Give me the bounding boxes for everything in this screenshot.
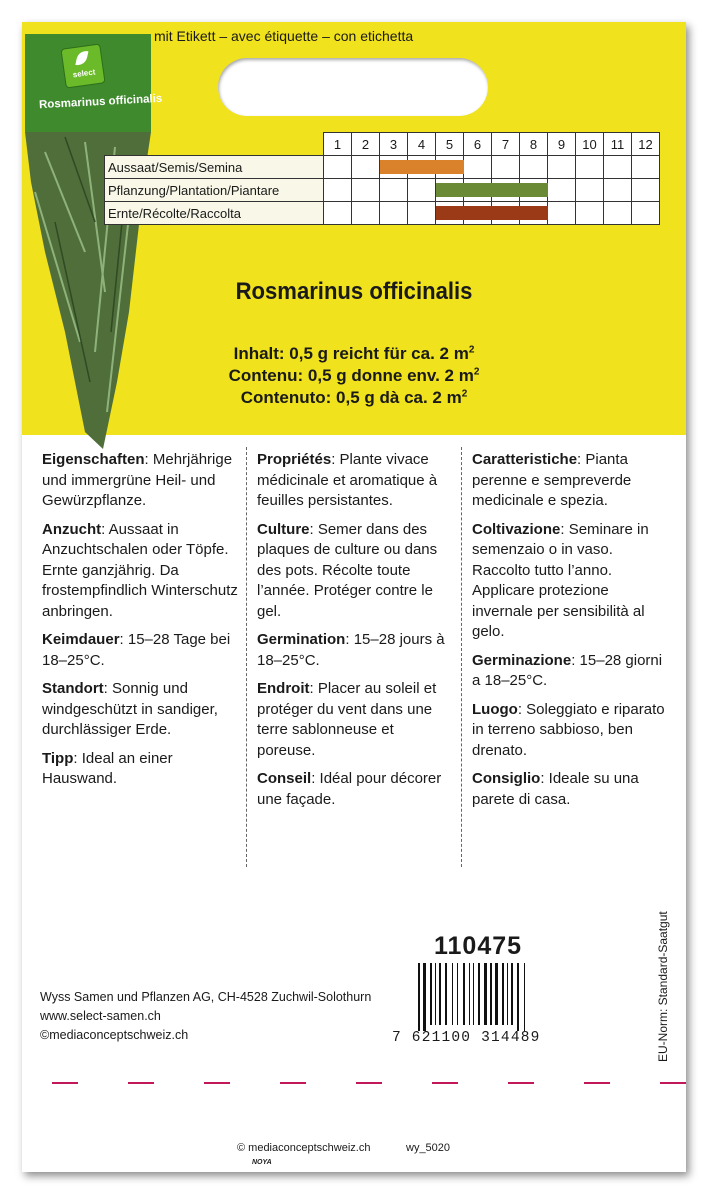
address-line: www.select-samen.ch <box>40 1009 161 1023</box>
perforation-line <box>22 1082 686 1084</box>
section: Standort: Sonnig und windgeschützt in sandiger, durchlässiger Erde. <box>42 680 218 738</box>
content-de: Inhalt: 0,5 g reicht für ca. 2 $m^2$ <box>233 344 475 363</box>
leaf-icon <box>75 49 88 67</box>
section: Coltivazione: Seminare in semenzaio o in vaso. Raccolto tutto l’anno. Applicare protezione invernale per sensibilità al gelo. <box>472 520 649 640</box>
barcode-bar <box>473 963 474 1025</box>
calendar-header-row <box>105 133 660 156</box>
month-header: 7 <box>492 133 520 156</box>
month-header: 12 <box>632 133 660 156</box>
perforation-dash <box>584 1082 610 1084</box>
plant-label <box>25 34 163 449</box>
month-header: 10 <box>576 133 604 156</box>
section: Conseil: Idéal pour décorer une façade. <box>257 770 442 808</box>
calendar-period-bar <box>436 206 548 220</box>
label-note: mit Etikett – avec étiquette – con etichetta <box>154 28 414 44</box>
footer-copyright: © mediaconceptschweiz.ch <box>237 1142 371 1154</box>
address-line: Wyss Samen und Pflanzen AG, CH-4528 Zuchwil-Solothurn <box>40 990 372 1004</box>
perforation-dash <box>128 1082 154 1084</box>
barcode-bar <box>418 963 420 1031</box>
month-header: 4 <box>408 133 436 156</box>
species-title: Rosmarinus officinalis <box>235 278 473 305</box>
month-header: 6 <box>464 133 492 156</box>
column-divider <box>246 447 247 867</box>
barcode-bar <box>452 963 453 1025</box>
sowing-calendar <box>104 132 660 225</box>
plant-label-name: Rosmarinus officinalis <box>38 92 163 112</box>
section: Endroit: Placer au soleil et protéger du vent dans une terre sablonneuse et poreuse. <box>257 680 437 759</box>
perforation-dash <box>508 1082 534 1084</box>
barcode-bar <box>439 963 441 1025</box>
month-header: 3 <box>380 133 408 156</box>
content-it: Contenuto: 0,5 g dà ca. 2 $m^2$ <box>240 388 468 407</box>
month-header: 1 <box>324 133 352 156</box>
barcode-bar <box>524 963 525 1031</box>
footer-code: wy_5020 <box>406 1142 451 1154</box>
month-header: 8 <box>520 133 548 156</box>
section: Culture: Semer dans des plaques de culture ou dans des pots. Récolte toute l’année. Protéger contre le gel. <box>257 520 438 620</box>
barcode-bar <box>511 963 513 1025</box>
calendar-period-bar <box>436 183 548 197</box>
perforation-dash <box>356 1082 382 1084</box>
section: Tipp: Ideal an einer Hauswand. <box>42 749 173 787</box>
section: Propriétés: Plante vivace médicinale et aromatique à feuilles persistantes. <box>257 451 438 509</box>
calendar-row-label: Pflanzung/Plantation/Piantare <box>105 179 324 202</box>
text-column-german <box>42 450 238 798</box>
article-number: 110475 <box>434 932 523 960</box>
barcode-bar <box>490 963 492 1025</box>
section: Luogo: Soleggiato e riparato in terreno sabbioso, ben drenato. <box>472 700 665 759</box>
content-fr: Contenu: 0,5 g donne env. 2 $m^2$ <box>228 366 480 385</box>
barcode-bar <box>435 963 436 1025</box>
section: Eigenschaften: Mehrjährige und immergrüne Heil- und Gewürzpflanze. <box>42 451 233 509</box>
barcode-bar <box>495 963 498 1025</box>
section: Anzucht: Aussaat in Anzuchtschalen oder Töpfe. Ernte ganzjährig. Da frostempfindlich Winterschutz anbringen. <box>42 520 238 620</box>
perforation-dash <box>432 1082 458 1084</box>
section: Germination: 15–28 jours à 18–25°C. <box>257 631 445 669</box>
calendar-row-label: Ernte/Récolte/Raccolta <box>105 202 324 225</box>
company-address <box>40 988 371 1045</box>
header-panel <box>22 22 686 435</box>
hang-slot <box>218 58 488 116</box>
text-column-french <box>257 450 453 818</box>
address-line: ©mediaconceptschweiz.ch <box>40 1028 189 1042</box>
noya-logo: NOYA <box>252 1159 272 1166</box>
month-header: 5 <box>436 133 464 156</box>
section: Germinazione: 15–28 giorni a 18–25°C. <box>472 651 663 689</box>
perforation-dash <box>660 1082 686 1084</box>
calendar-period-bar <box>380 160 464 174</box>
barcode-bar <box>484 963 487 1025</box>
logo-text: select <box>72 67 96 80</box>
section: Keimdauer: 15–28 Tage bei 18–25°C. <box>42 631 231 669</box>
plant-label-head <box>25 34 163 132</box>
barcode-bar <box>478 963 480 1025</box>
month-header: 11 <box>604 133 632 156</box>
barcode-bar <box>517 963 519 1031</box>
eu-norm-note: EU-Norm: Standard-Saatgut <box>656 911 670 1062</box>
calendar-row-planting <box>105 179 660 202</box>
barcode-bar <box>463 963 465 1025</box>
barcode <box>410 963 650 1031</box>
perforation-dash <box>52 1082 78 1084</box>
barcode-bar <box>502 963 504 1025</box>
seed-packet <box>22 22 686 1172</box>
section: Caratteristiche: Pianta perenne e sempreverde medicinale e spezia. <box>472 451 632 509</box>
barcode-bar <box>457 963 458 1025</box>
perforation-dash <box>204 1082 230 1084</box>
column-divider <box>461 447 462 867</box>
barcode-bar <box>469 963 470 1025</box>
perforation-dash <box>280 1082 306 1084</box>
barcode-digits: 7 621100 314489 <box>392 1030 541 1046</box>
section: Consiglio: Ideale su una parete di casa. <box>472 770 639 808</box>
month-header: 9 <box>548 133 576 156</box>
text-column-italian <box>472 450 668 818</box>
barcode-bar <box>445 963 447 1025</box>
calendar-row-label: Aussaat/Semis/Semina <box>105 156 324 179</box>
calendar-row-harvest <box>105 202 660 225</box>
barcode-bar <box>423 963 426 1031</box>
select-logo <box>60 43 105 88</box>
calendar-row-sowing <box>105 156 660 179</box>
barcode-bar <box>507 963 508 1025</box>
barcode-bar <box>430 963 432 1025</box>
month-header: 2 <box>352 133 380 156</box>
